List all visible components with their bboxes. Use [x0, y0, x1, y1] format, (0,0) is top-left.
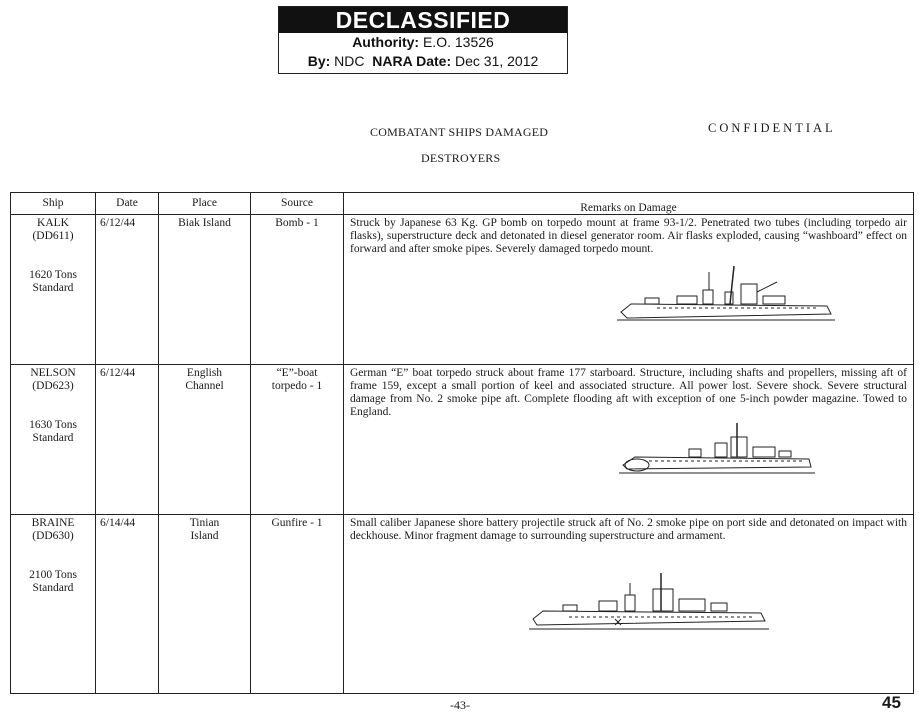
ship-silhouette-diagram — [529, 573, 769, 639]
ship-hull-number: (DD623) — [32, 380, 74, 392]
remarks-text: Small caliber Japanese shore battery projectile struck aft of No. 2 smoke pipe on port side and detonated on impact with deckhouse. Minor fragment damage to surrounding superstructure and armament. — [350, 517, 907, 542]
remarks-text: Struck by Japanese 63 Kg. GP bomb on torpedo mount at frame 93-1/2. Penetrated two tubes (including torpedo air flasks), superstructure deck and detonated in diesel generator room. Air flasks exploded, causing “washboard” effect on forward and after smoke pipes. Severely damaged torpedo mount. — [350, 217, 907, 255]
ship-standard: Standard — [32, 582, 74, 594]
stamp-authority-value: E.O. 13526 — [422, 34, 494, 50]
page-subtitle: DESTROYERS — [421, 151, 501, 165]
table-row — [11, 365, 914, 515]
remarks-cell — [344, 215, 914, 365]
ship-tonnage: 1620 Tons — [29, 269, 77, 281]
col-header-ship: Ship — [11, 193, 96, 215]
place-line-1: Tinian — [189, 517, 220, 529]
place-line-2: Channel — [185, 380, 224, 392]
ship-silhouette-diagram — [617, 262, 837, 330]
ship-name: NELSON — [30, 367, 76, 379]
ship-hull-number: (DD611) — [32, 230, 74, 242]
source-line-1: Bomb - 1 — [275, 217, 319, 229]
declassified-stamp — [278, 6, 568, 74]
ship-name: KALK — [37, 217, 69, 229]
stamp-by-value: NDC — [334, 53, 365, 69]
stamp-nara-value: Dec 31, 2012 — [455, 53, 539, 69]
ship-name: BRAINE — [31, 517, 75, 529]
stamp-authority-label: Authority: — [352, 34, 420, 50]
place-line-2: Island — [190, 530, 219, 542]
stamp-by-line — [279, 52, 567, 71]
damage-table — [10, 192, 914, 694]
source-line-1: “E”-boat — [276, 367, 318, 379]
stamp-nara-label: NARA Date: — [372, 53, 452, 69]
page-number: -43- — [450, 698, 470, 712]
remarks-text: German “E” boat torpedo struck about frame 177 starboard. Structure, including shafts and propellers, missing aft of frame 159, except a small portion of keel and associated structure. All power lost. Severe shock. Severe structural damage from No. 2 smoke pipe aft. Complete flooding aft with exception of one 5-inch powder magazine. Towed to England. — [350, 367, 907, 418]
ship-standard: Standard — [32, 282, 74, 294]
ship-silhouette-diagram — [619, 421, 819, 481]
stamp-authority-line — [279, 33, 567, 52]
col-header-remarks: Remarks on Damage — [344, 193, 914, 215]
source-cell — [251, 365, 344, 515]
source-line-1: Gunfire - 1 — [271, 517, 323, 529]
ship-cell — [11, 215, 96, 365]
remarks-cell — [344, 515, 914, 694]
source-cell — [251, 515, 344, 694]
remarks-cell — [344, 365, 914, 515]
ship-tonnage: 2100 Tons — [29, 569, 77, 581]
ship-cell — [11, 515, 96, 694]
date-cell: 6/14/44 — [96, 515, 159, 694]
sheet-number: 45 — [882, 693, 901, 712]
place-line-1: Biak Island — [178, 217, 231, 229]
stamp-title: DECLASSIFIED — [279, 7, 567, 33]
place-cell — [159, 365, 251, 515]
classification-label: CONFIDENTIAL — [708, 121, 836, 135]
stamp-by-label: By: — [307, 53, 331, 69]
place-cell — [159, 515, 251, 694]
place-cell — [159, 215, 251, 365]
ship-hull-number: (DD630) — [32, 530, 74, 542]
col-header-date: Date — [96, 193, 159, 215]
source-line-2: torpedo - 1 — [271, 380, 323, 392]
table-row — [11, 515, 914, 694]
page-title: COMBATANT SHIPS DAMAGED — [370, 125, 549, 139]
place-line-1: English — [186, 367, 223, 379]
date-cell: 6/12/44 — [96, 215, 159, 365]
date-cell: 6/12/44 — [96, 365, 159, 515]
ship-cell — [11, 365, 96, 515]
col-header-source: Source — [251, 193, 344, 215]
table-row — [11, 215, 914, 365]
ship-tonnage: 1630 Tons — [29, 419, 77, 431]
col-header-place: Place — [159, 193, 251, 215]
ship-standard: Standard — [32, 432, 74, 444]
source-cell — [251, 215, 344, 365]
table-header-row — [11, 193, 914, 215]
